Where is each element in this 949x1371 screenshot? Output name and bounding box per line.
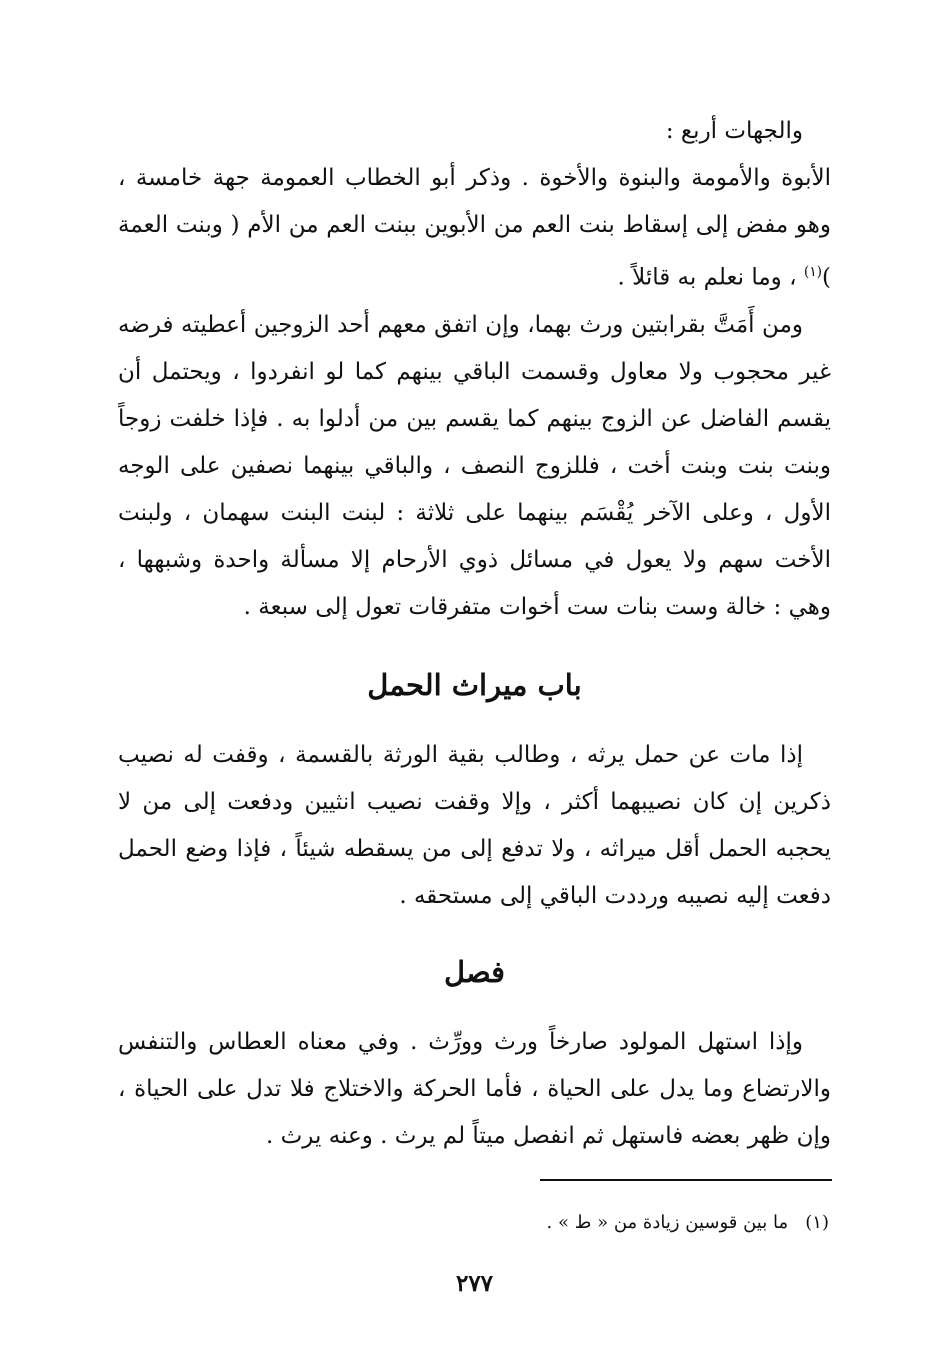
page-number: ٢٧٧ (455, 1270, 494, 1297)
footnote-text: ما بين قوسين زيادة من « ط » . (546, 1212, 789, 1233)
footnote-number: (١) (805, 1212, 829, 1233)
footnote-separator (540, 1179, 832, 1181)
paragraph-text: الأبوة والأمومة والبنوة والأخوة . وذكر أبو الخطاب العمومة جهة خامسة ، وهو مفض إلى إسقاط بنت العم من الأبوين ببنت العم من الأم ( وبنت العمة ) (118, 165, 831, 291)
section-heading: فصل (444, 955, 505, 989)
section-pregnancy-inheritance (118, 732, 831, 920)
section-newborn (118, 1019, 831, 1160)
footnote (118, 1208, 829, 1238)
paragraph: وإذا استهل المولود صارخاً ورث وورِّث . وفي معناه العطاس والتنفس والارتضاع وما يدل على الحياة ، فأما الحركة والاختلاج فلا تدل على الحياة ، وإن ظهر بعضه فاستهل ثم انفصل ميتاً لم يرث . وعنه يرث . (118, 1029, 831, 1149)
footnote-marker: (١) (803, 264, 823, 280)
paragraph: ومن أَمَتَّ بقرابتين ورث بهما، وإن اتفق معهم أحد الزوجين أعطيته فرضه غير محجوب ولا معاول وقسمت الباقي بينهم كما لو انفردوا ، ويحتمل أن يقسم الفاضل عن الزوج بينهم كما يقسم بين من أدلوا به . فإذا خلفت زوجاً وبنت بنت وبنت أخت ، فللزوج النصف ، والباقي بينهما نصفين على الوجه الأول ، وعلى الآخر يُقْسَم بينهما على ثلاثة : لبنت البنت سهمان ، ولبنت الأخت سهم ولا يعول في مسائل ذوي الأرحام إلا مسألة واحدة وشبهها ، وهي : خالة وست بنات ست أخوات متفرقات تعول إلى سبعة . (118, 311, 831, 620)
paragraph-text-tail: ، وما نعلم به قائلاً . (617, 264, 804, 291)
paragraph (118, 155, 831, 302)
paragraph: إذا مات عن حمل يرثه ، وطالب بقية الورثة بالقسمة ، وقفت له نصيب ذكرين إن كان نصيبهما أكثر ، وإلا وقفت نصيب انثيين ودفعت إلى من لا يحجبه الحمل أقل ميراثه ، ولا تدفع إلى من يسقطه شيئاً ، فإذا وضع الحمل دفعت إليه نصيبه ورددت الباقي إلى مستحقه . (118, 742, 831, 909)
chapter-heading: باب ميراث الحمل (367, 668, 582, 702)
paragraph: والجهات أربع : (665, 118, 803, 144)
section-inheritance-directions (118, 108, 831, 631)
